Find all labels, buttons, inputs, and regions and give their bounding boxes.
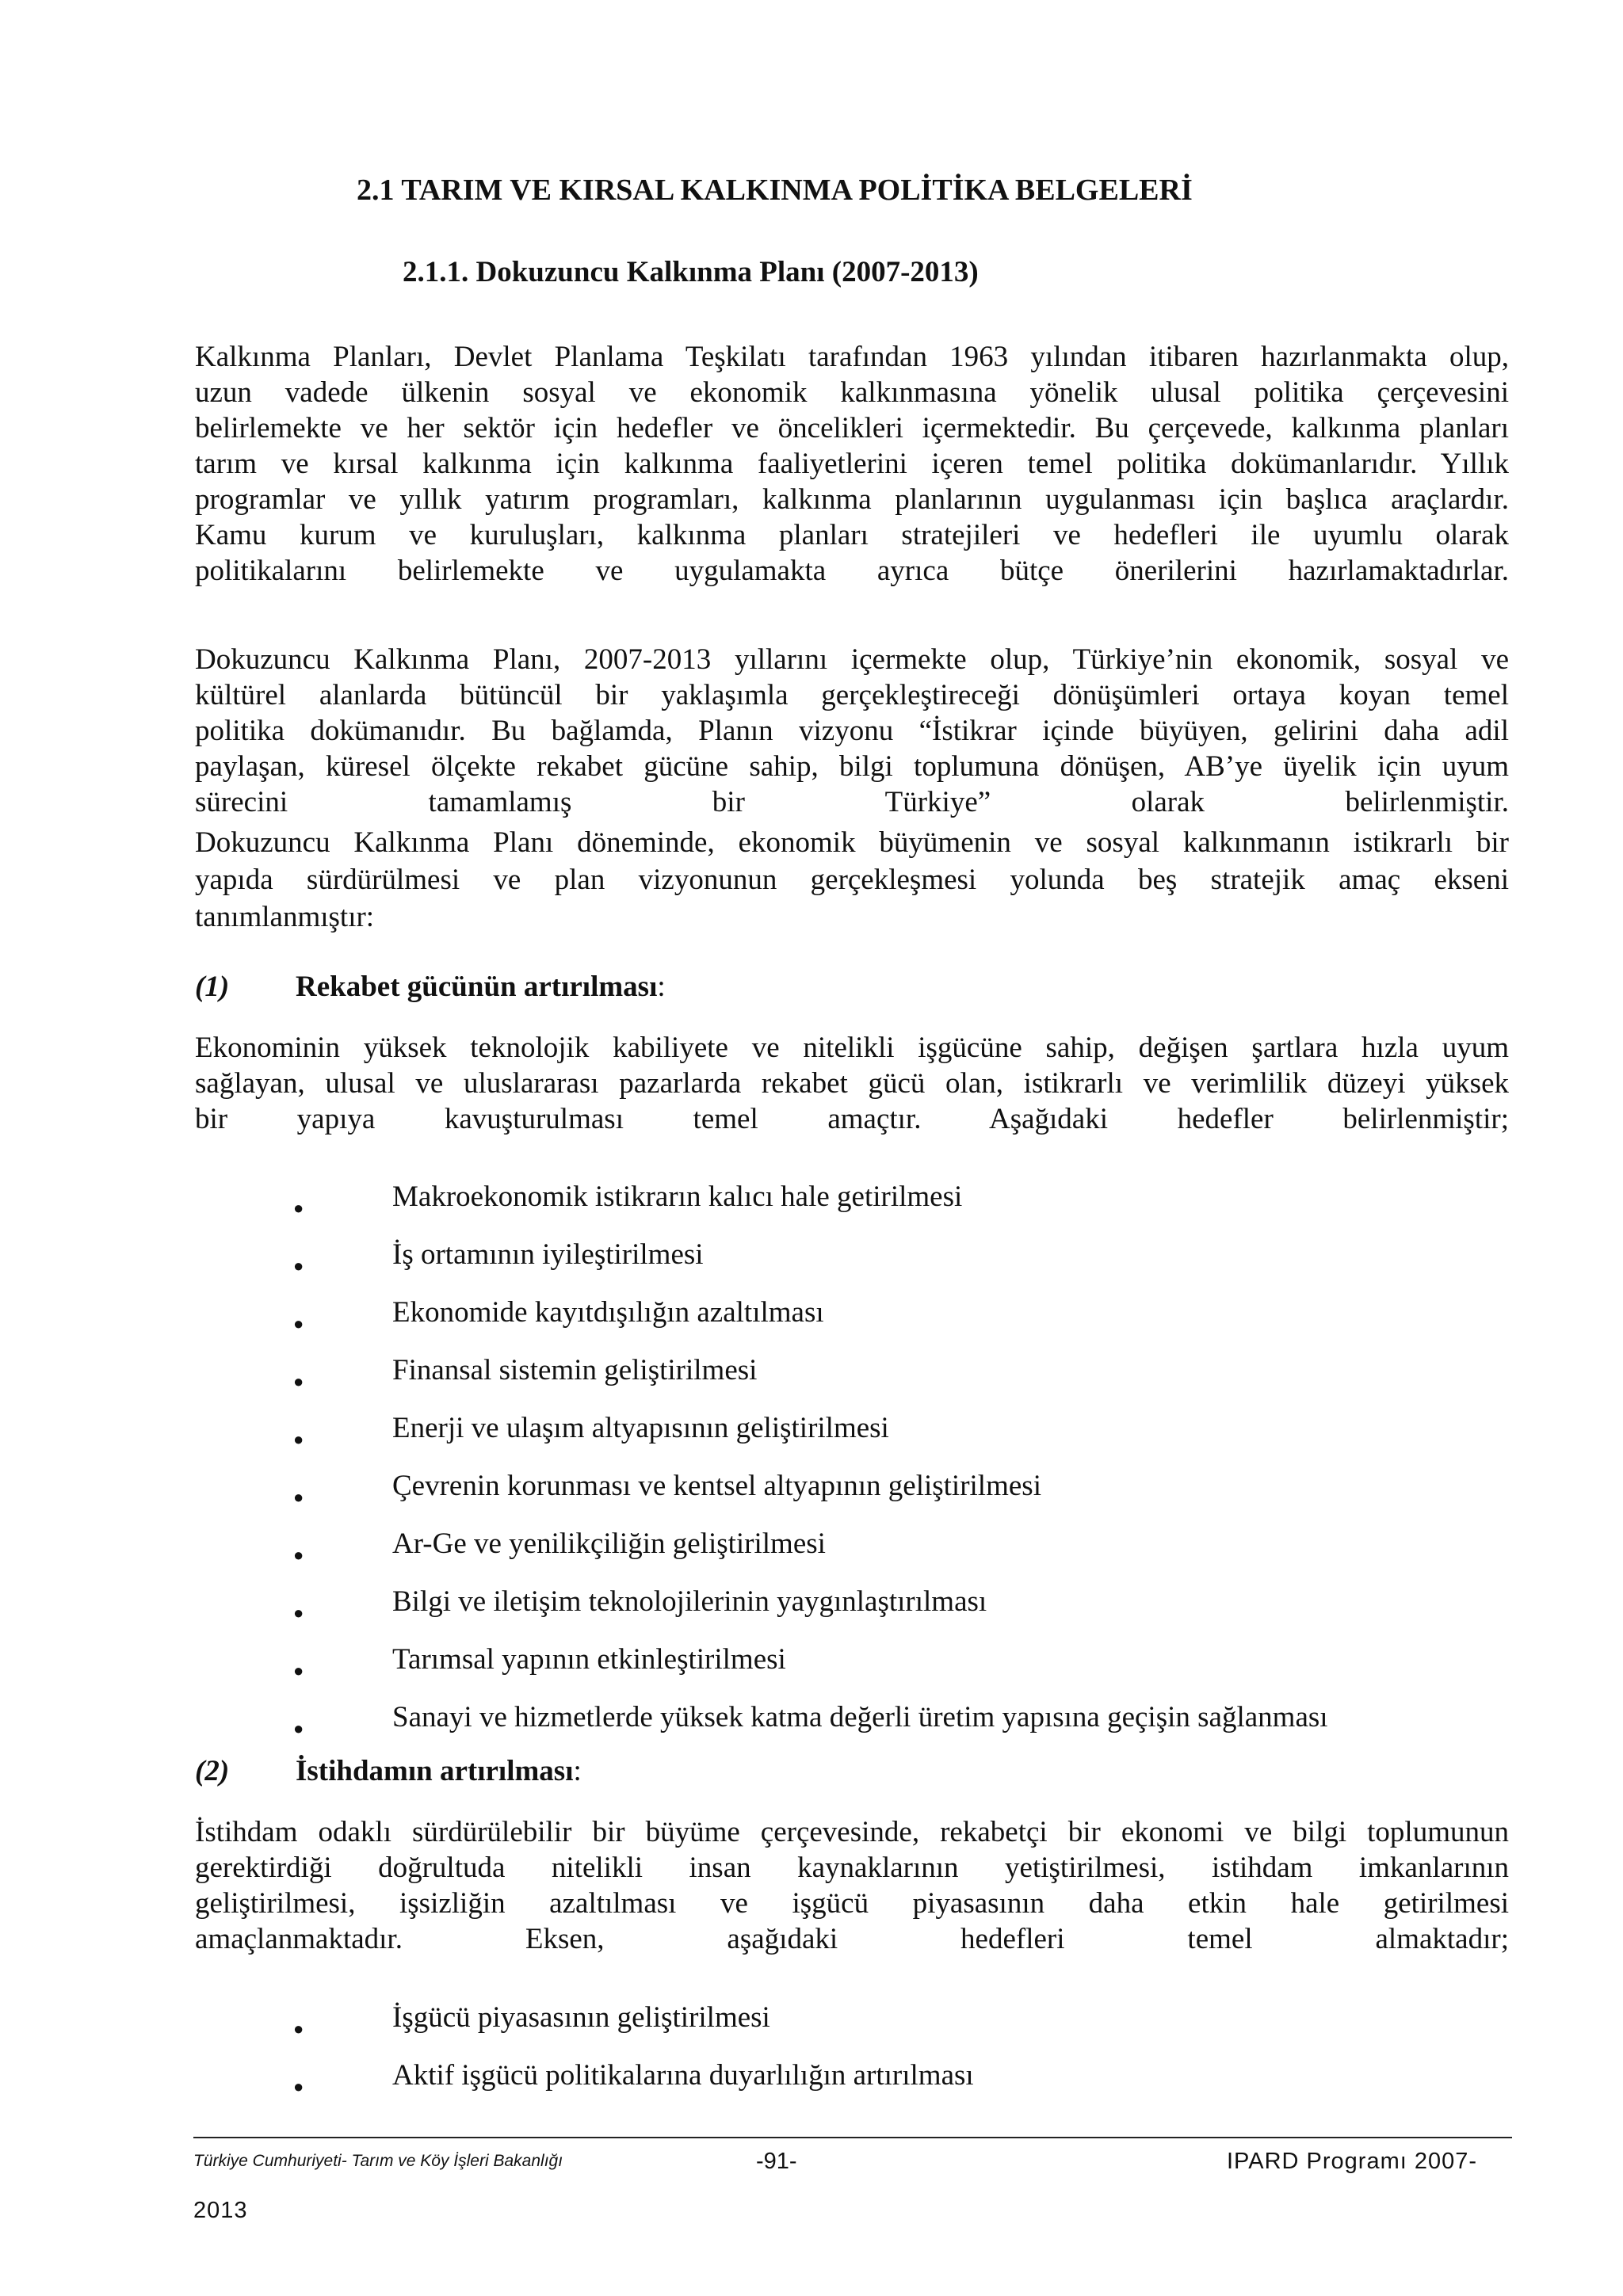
paragraph-line: İstihdam odaklı sürdürülebilir bir büyüme çerçevesinde, rekabetçi bir ekonomi ve bilgi toplumunun	[195, 1816, 1509, 1848]
list-item-text: Ekonomide kayıtdışılığın azaltılması	[392, 1296, 824, 1329]
list-item-text: Tarımsal yapının etkinleştirilmesi	[392, 1643, 786, 1676]
bullet-list-istihdam	[293, 2000, 974, 2115]
list-item-text: Bilgi ve iletişim teknolojilerinin yaygınlaştırılması	[392, 1585, 987, 1618]
bullet-icon: ●	[293, 1661, 304, 1680]
bullet-icon: ●	[293, 1198, 304, 1218]
list-item-text: Sanayi ve hizmetlerde yüksek katma değerli üretim yapısına geçişin sağlanması	[392, 1701, 1328, 1733]
paragraph-line: bir yapıya kavuşturulması temel amaçtır. Aşağıdaki hedefler belirlenmiştir;	[195, 1103, 1509, 1135]
list-item	[293, 1468, 1328, 1526]
paragraph-stratejik-amac	[195, 824, 1509, 936]
paragraph-dokuzuncu-plan	[195, 642, 1509, 820]
axis-heading-2	[195, 1754, 582, 1788]
list-item	[293, 2000, 974, 2058]
footer-ministry: Türkiye Cumhuriyeti- Tarım ve Köy İşleri Bakanlığı	[193, 2152, 563, 2170]
axis-colon: :	[657, 971, 666, 1003]
paragraph-line: sürecini tamamlamış bir Türkiye” olarak belirlenmiştir.	[195, 786, 1509, 818]
list-item	[293, 1410, 1328, 1468]
axis-number: (1)	[195, 971, 230, 1003]
list-item-text: İşgücü piyasasının geliştirilmesi	[392, 2001, 770, 2034]
paragraph-line: politika dokümanıdır. Bu bağlamda, Planın vizyonu “İstikrar içinde büyüyen, gelirini daha adil	[195, 715, 1509, 747]
axis-number: (2)	[195, 1755, 230, 1787]
axis-title: Rekabet gücünün artırılması	[296, 971, 658, 1003]
paragraph-rekabet	[195, 1030, 1509, 1137]
paragraph-line: programlar ve yıllık yatırım programları, kalkınma planlarının uygulanması için başlıca araçlardır.	[195, 483, 1509, 516]
list-item	[293, 1237, 1328, 1295]
list-item-text: Ar-Ge ve yenilikçiliğin geliştirilmesi	[392, 1527, 826, 1560]
paragraph-line: Ekonominin yüksek teknolojik kabiliyete ve nitelikli işgücüne sahip, değişen şartlara hızla uyum	[195, 1032, 1509, 1064]
paragraph-line: Kamu kurum ve kuruluşları, kalkınma planları stratejileri ve hedefleri ile uyumlu olarak	[195, 519, 1509, 551]
paragraph-line: kültürel alanlarda bütüncül bir yaklaşımla gerçekleştireceği dönüşümleri ortaya koyan temel	[195, 679, 1509, 711]
list-item-text: Enerji ve ulaşım altyapısının geliştirilmesi	[392, 1412, 889, 1444]
subsection-heading: 2.1.1. Dokuzuncu Kalkınma Planı (2007-2013)	[403, 256, 979, 288]
bullet-list-rekabet	[293, 1179, 1328, 1757]
list-item	[293, 1352, 1328, 1410]
axis-colon: :	[573, 1755, 582, 1787]
list-item	[293, 1584, 1328, 1642]
paragraph-line: geliştirilmesi, işsizliğin azaltılması ve işgücü piyasasının daha etkin hale getirilmesi	[195, 1887, 1509, 1920]
paragraph-line: belirlemekte ve her sektör için hedefler ve öncelikleri içermektedir. Bu çerçevede, kalkınma planları	[195, 412, 1509, 444]
footer-year: 2013	[193, 2198, 248, 2223]
paragraph-line: Dokuzuncu Kalkınma Planı, 2007-2013 yıllarını içermekte olup, Türkiye’nin ekonomik, sosyal ve	[195, 643, 1509, 676]
paragraph-line: amaçlanmaktadır. Eksen, aşağıdaki hedefleri temel almaktadır;	[195, 1923, 1509, 1955]
bullet-icon: ●	[293, 1545, 304, 1565]
footer-program: IPARD Programı 2007-	[1227, 2149, 1478, 2174]
footer-page-number: -91-	[756, 2149, 797, 2174]
paragraph-kalkinma-planlari	[195, 339, 1509, 589]
paragraph-line: paylaşan, küresel ölçekte rekabet gücüne sahip, bilgi toplumuna dönüşen, AB’ye üyelik için uyum	[195, 750, 1509, 783]
paragraph-line: uzun vadede ülkenin sosyal ve ekonomik kalkınmasına yönelik ulusal politika çerçevesini	[195, 376, 1509, 409]
bullet-icon: ●	[293, 1603, 304, 1623]
list-item	[293, 1642, 1328, 1699]
axis-title: İstihdamın artırılması	[296, 1755, 574, 1787]
list-item-text: Aktif işgücü politikalarına duyarlılığın artırılması	[392, 2059, 974, 2092]
list-item-text: Finansal sistemin geliştirilmesi	[392, 1354, 758, 1386]
paragraph-line: Dokuzuncu Kalkınma Planı döneminde, ekonomik büyümenin ve sosyal kalkınmanın istikrarlı bir	[195, 826, 1509, 859]
list-item	[293, 1699, 1328, 1757]
list-item	[293, 1179, 1328, 1237]
paragraph-line: sağlayan, ulusal ve uluslararası pazarlarda rekabet gücü olan, istikrarlı ve verimlilik düzeyi yüksek	[195, 1067, 1509, 1100]
paragraph-line: politikalarını belirlemekte ve uygulamakta ayrıca bütçe önerilerini hazırlamaktadırlar.	[195, 555, 1509, 587]
bullet-icon: ●	[293, 1371, 304, 1391]
paragraph-istihdam	[195, 1814, 1509, 1957]
bullet-icon: ●	[293, 1487, 304, 1507]
bullet-icon: ●	[293, 1429, 304, 1449]
footer-divider	[193, 2137, 1512, 2138]
bullet-icon: ●	[293, 1256, 304, 1276]
paragraph-line: yapıda sürdürülmesi ve plan vizyonunun gerçekleşmesi yolunda beş stratejik amaç ekseni	[195, 864, 1509, 896]
list-item	[293, 1295, 1328, 1352]
paragraph-line: tanımlanmıştır:	[195, 901, 375, 933]
list-item-text: Makroekonomik istikrarın kalıcı hale getirilmesi	[392, 1180, 963, 1213]
bullet-icon: ●	[293, 1718, 304, 1738]
list-item	[293, 1526, 1328, 1584]
bullet-icon: ●	[293, 2019, 304, 2039]
bullet-icon: ●	[293, 2077, 304, 2096]
list-item	[293, 2058, 974, 2115]
paragraph-line: tarım ve kırsal kalkınma için kalkınma faaliyetlerini içeren temel politika dokümanlarıdır. Yıllık	[195, 448, 1509, 480]
list-item-text: Çevrenin korunması ve kentsel altyapının geliştirilmesi	[392, 1470, 1041, 1502]
axis-heading-1	[195, 970, 666, 1004]
section-heading: 2.1 TARIM VE KIRSAL KALKINMA POLİTİKA BELGELERİ	[357, 174, 1193, 207]
bullet-icon: ●	[293, 1314, 304, 1333]
paragraph-line: Kalkınma Planları, Devlet Planlama Teşkilatı tarafından 1963 yılından itibaren hazırlanmakta olup,	[195, 341, 1509, 373]
paragraph-line: gerektirdiği doğrultuda nitelikli insan kaynaklarının yetiştirilmesi, istihdam imkanlarının	[195, 1852, 1509, 1884]
list-item-text: İş ortamının iyileştirilmesi	[392, 1238, 704, 1271]
